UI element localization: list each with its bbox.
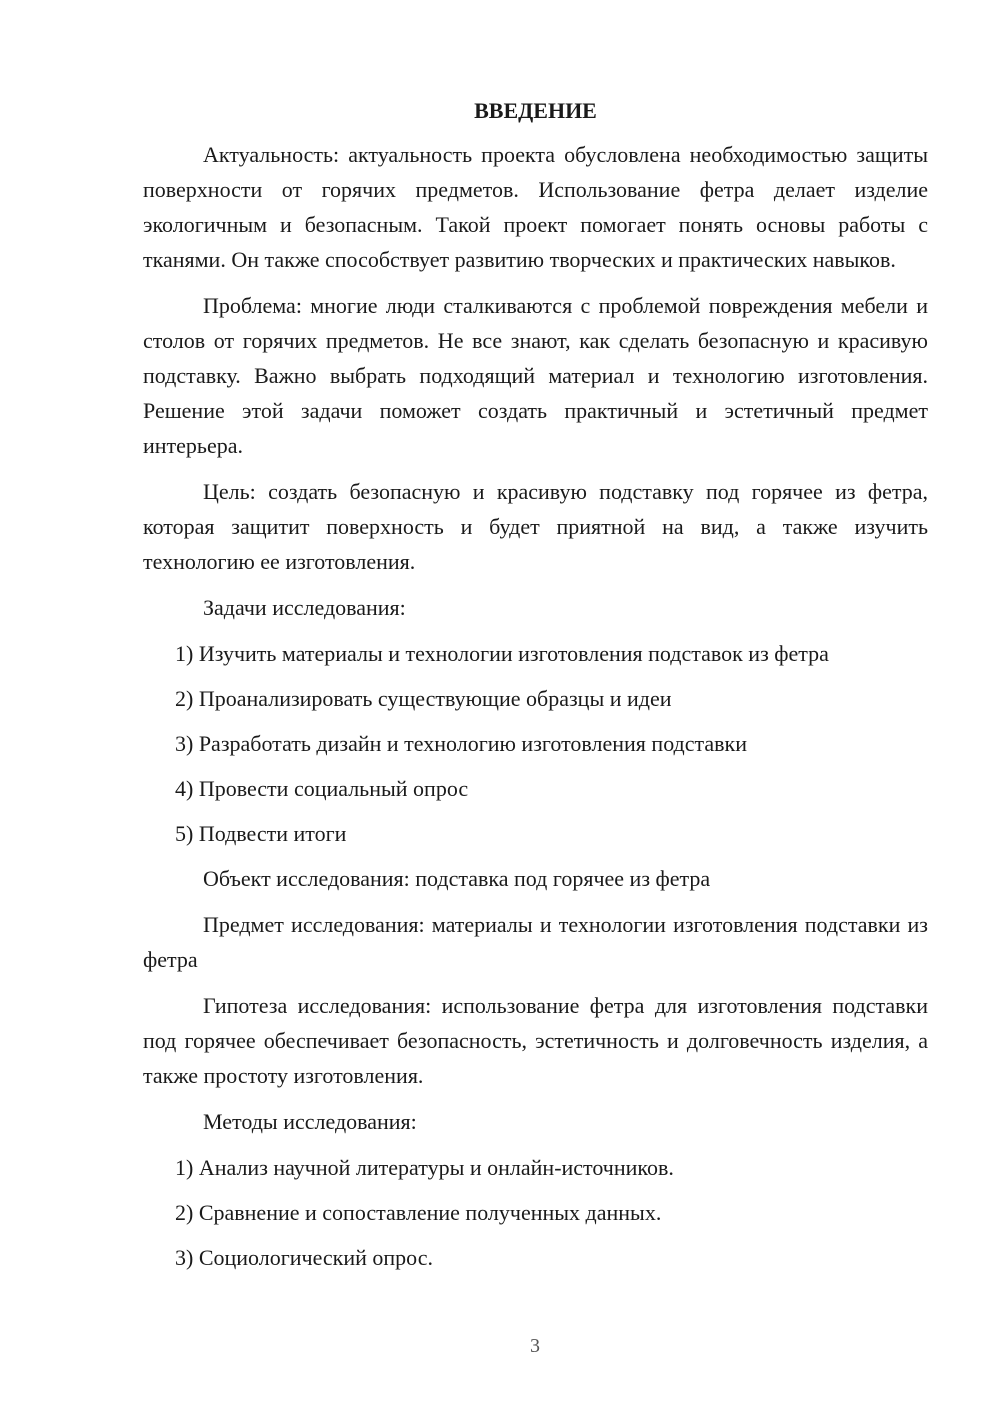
list-item: 3) Социологический опрос.: [175, 1245, 433, 1270]
methods-label: Методы исследования:: [203, 1109, 417, 1134]
subject-paragraph: Предмет исследования: материалы и технологии изготовления подставки из фетра: [143, 912, 928, 972]
tasks-list: [143, 636, 928, 851]
list-item: 1) Изучить материалы и технологии изготовления подставок из фетра: [175, 641, 829, 666]
list-item: 1) Анализ научной литературы и онлайн-источников.: [175, 1155, 674, 1180]
page-content: [143, 95, 928, 1285]
section-title: ВВЕДЕНИЕ: [474, 98, 597, 123]
tasks-label: Задачи исследования:: [203, 595, 406, 620]
list-item: 5) Подвести итоги: [175, 821, 347, 846]
list-item: 3) Разработать дизайн и технологию изготовления подставки: [175, 731, 748, 756]
object-paragraph: Объект исследования: подставка под горячее из фетра: [203, 866, 711, 891]
methods-list: [143, 1150, 928, 1275]
problem-paragraph: Проблема: многие люди сталкиваются с проблемой повреждения мебели и столов от горячих предметов. Не все знают, как сделать безопасную и красивую подставку. Важно выбрать подходящий материал и технологию изготовления. Решение этой задачи поможет создать практичный и эстетичный предмет интерьера.: [143, 293, 928, 458]
goal-paragraph: Цель: создать безопасную и красивую подставку под горячее из фетра, которая защитит поверхность и будет приятной на вид, а также изучить технологию ее изготовления.: [143, 479, 928, 574]
list-item: 4) Провести социальный опрос: [175, 776, 469, 801]
list-item: 2) Сравнение и сопоставление полученных данных.: [175, 1200, 662, 1225]
hypothesis-paragraph: Гипотеза исследования: использование фетра для изготовления подставки под горячее обеспечивает безопасность, эстетичность и долговечность изделия, а также простоту изготовления.: [143, 993, 928, 1088]
page-number: 3: [530, 1335, 540, 1357]
list-item: 2) Проанализировать существующие образцы и идеи: [175, 686, 672, 711]
relevance-paragraph: Актуальность: актуальность проекта обусловлена необходимостью защиты поверхности от горячих предметов. Использование фетра делает изделие экологичным и безопасным. Такой проект помогает понять основы работы с тканями. Он также способствует развитию творческих и практических навыков.: [143, 142, 928, 272]
